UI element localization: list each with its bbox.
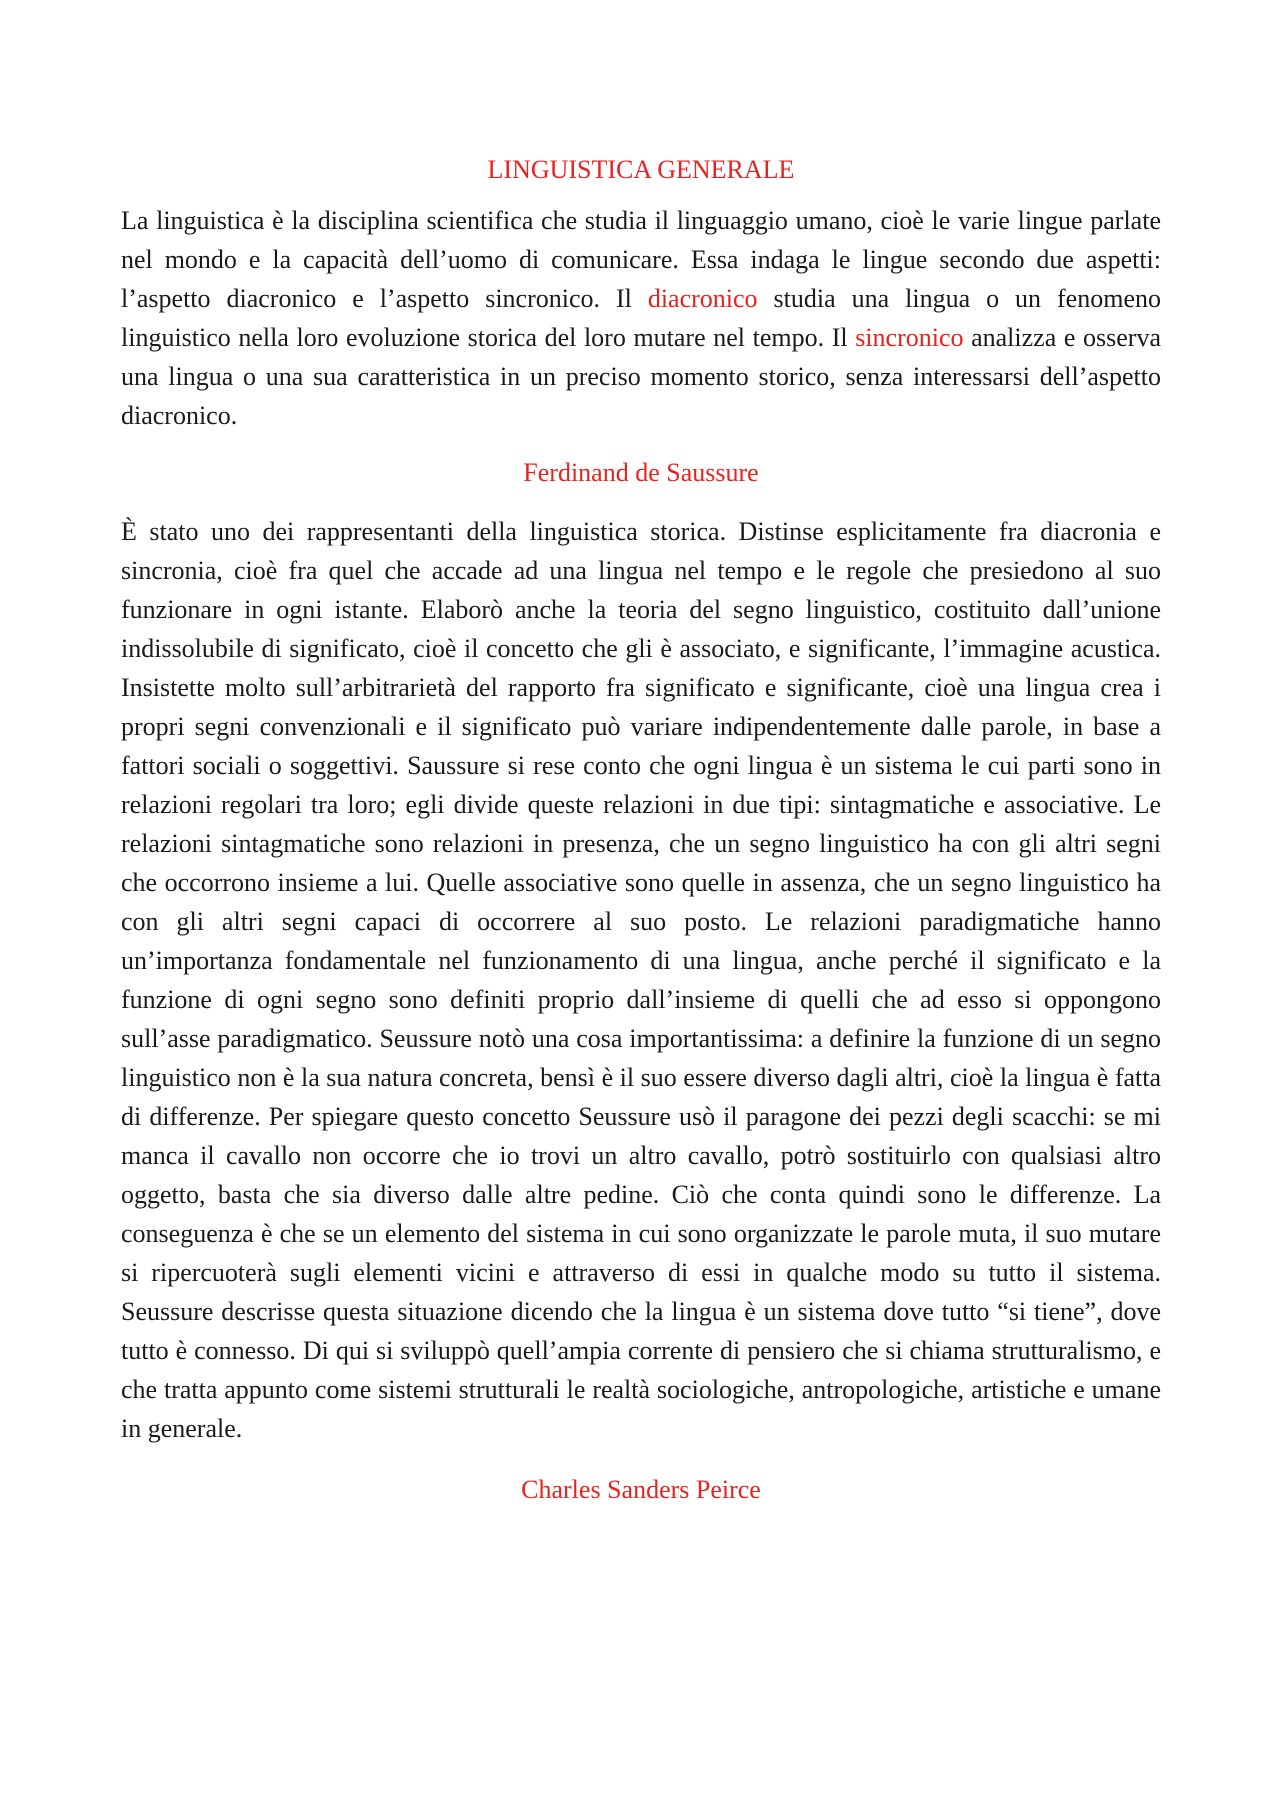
term-sincronico: sincronico — [855, 323, 964, 352]
section-heading-peirce: Charles Sanders Peirce — [521, 1475, 761, 1504]
saussure-paragraph: È stato uno dei rappresentanti della linguistica storica. Distinse esplicitamente fra diacronia e sincronia, cioè fra quel che accade ad una lingua nel tempo e le regole che presiedono al suo funzionare in ogni istante. Elaborò anche la teoria del segno linguistico, costituito dall’unione indissolubile di significato, cioè il concetto che gli è associato, e significante, l’immagine acustica. Insistette molto sull’arbitrarietà del rapporto fra significato e significante, cioè una lingua crea i propri segni convenzionali e il significato può variare indipendentemente dalle parole, in base a fattori sociali o soggettivi. Saussure si rese conto che ogni lingua è un sistema le cui parti sono in relazioni regolari tra loro; egli divide queste relazioni in due tipi: sintagmatiche e associative. Le relazioni sintagmatiche sono relazioni in presenza, che un segno linguistico ha con gli altri segni che occorrono insieme a lui. Quelle associative sono quelle in assenza, che un segno linguistico ha con gli altri segni capaci di occorrere al suo posto. Le relazioni paradigmatiche hanno un’importanza fondamentale nel funzionamento di una lingua, anche perché il significato e la funzione di ogni segno sono definiti proprio dall’insieme di quelli che ad esso si oppongono sull’asse paradigmatico. Seussure notò una cosa importantissima: a definire la funzione di un segno linguistico non è la sua natura concreta, bensì è il suo essere diverso dagli altri, cioè la lingua è fatta di differenze. Per spiegare questo concetto Seussure usò il paragone dei pezzi degli scacchi: se mi manca il cavallo non occorre che io trovi un altro cavallo, potrò sostituirlo con qualsiasi altro oggetto, basta che sia diverso dalle altre pedine. Ciò che conta quindi sono le differenze. La conseguenza è che se un elemento del sistema in cui sono organizzate le parole muta, il suo mutare si ripercuoterà sugli elementi vicini e attraverso di essi in qualche modo su tutto il sistema. Seussure descrisse questa situazione dicendo che la lingua è un sistema dove tutto “si tiene”, dove tutto è connesso. Di qui si sviluppò quell’ampia corrente di pensiero che si chiama strutturalismo, e che tratta appunto come sistemi strutturali le realtà sociologiche, antropologiche, artistiche e umane in generale. — [121, 517, 1161, 1443]
page-title: LINGUISTICA GENERALE — [487, 155, 795, 184]
intro-text-3: analizza e osserva una lingua o una sua caratteristica in un preciso momento storico, senza interessarsi dell’aspetto diacronico. — [121, 323, 1161, 430]
intro-text-2: studia una lingua o un fenomeno linguistico nella loro evoluzione storica del loro mutare nel tempo. Il — [121, 284, 1161, 352]
section-heading-saussure: Ferdinand de Saussure — [523, 458, 759, 487]
intro-text-1: La linguistica è la disciplina scientifica che studia il linguaggio umano, cioè le varie lingue parlate nel mondo e la capacità dell’uomo di comunicare. Essa indaga le lingue secondo due aspetti: l’aspetto diacronico e l’aspetto sincronico. Il — [121, 206, 1161, 313]
intro-paragraph — [121, 201, 1161, 435]
term-diacronico: diacronico — [647, 284, 758, 313]
document-page — [121, 150, 1161, 1509]
